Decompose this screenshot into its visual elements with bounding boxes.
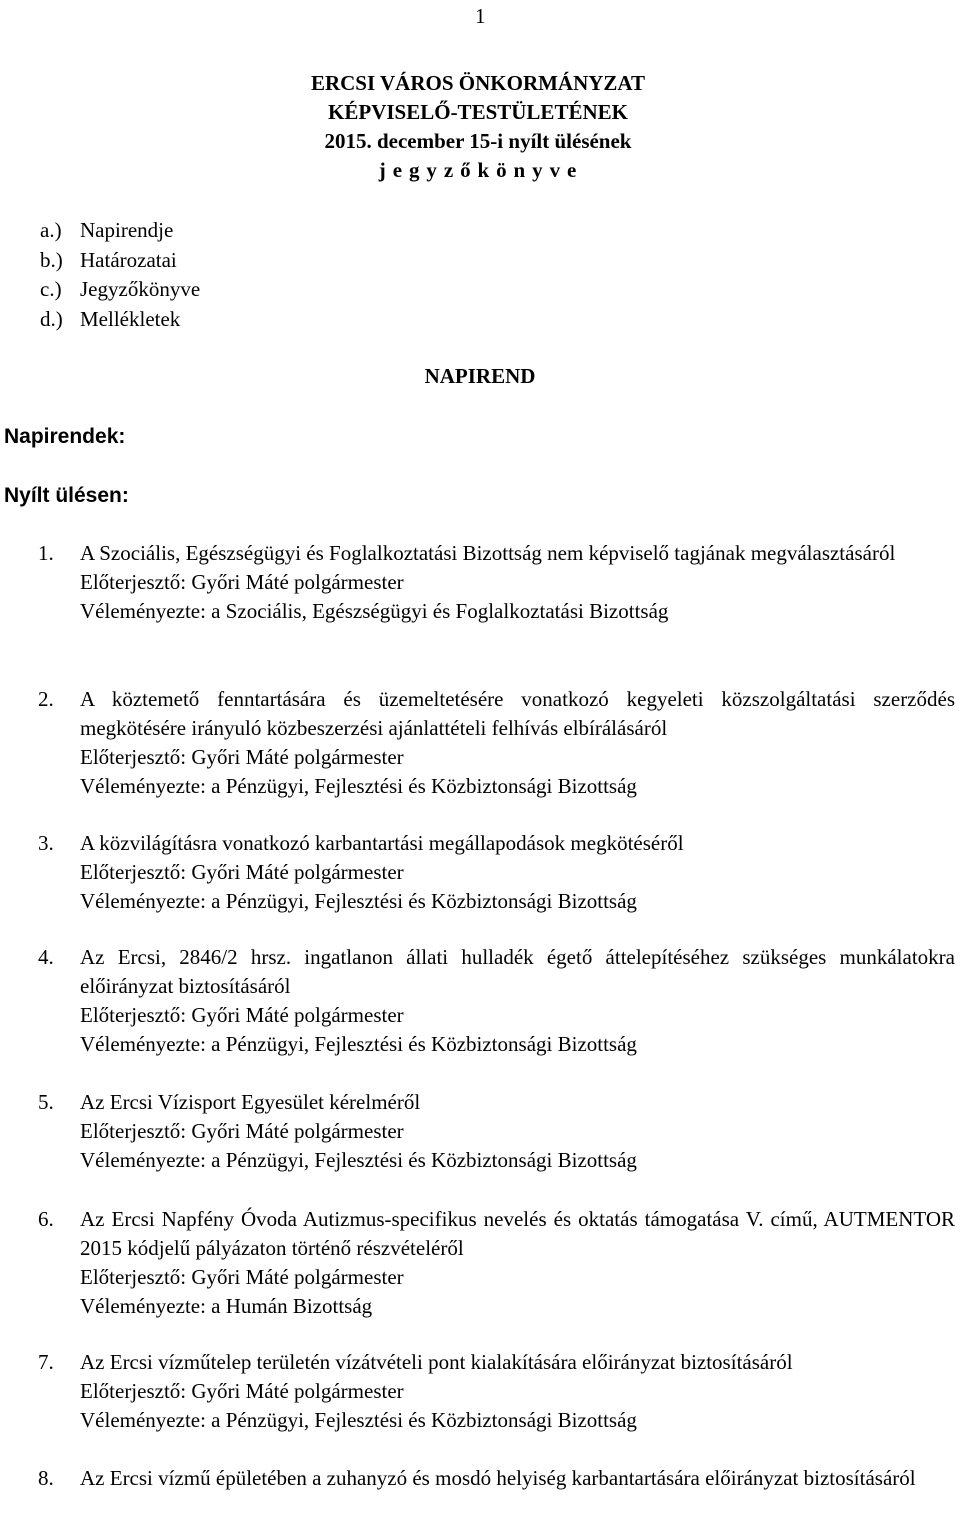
contents-item — [40, 246, 200, 276]
agenda-item-title: Az Ercsi vízműtelep területén vízátvételi pont kialakítására előirányzat biztosításáról — [80, 1350, 793, 1374]
agenda-item-title: Az Ercsi Vízisport Egyesület kérelméről — [80, 1090, 421, 1114]
agenda-item-title: Az Ercsi vízmű épületében a zuhanyzó és mosdó helyiség karbantartására előirányzat biztosításáról — [80, 1466, 916, 1490]
open-session-label: Nyílt ülésen: — [4, 484, 129, 507]
agenda-item-reviewer: Véleményezte: a Pénzügyi, Fejlesztési és Közbiztonsági Bizottság — [80, 889, 637, 913]
contents-item-text: Napirendje — [80, 218, 174, 242]
agenda-item-presenter: Előterjesztő: Győri Máté polgármester — [80, 860, 404, 884]
agenda-item-title: A köztemető fenntartására és üzemeltetésére vonatkozó kegyeleti közszolgáltatási szerződés megkötésére irányuló közbeszerzési ajánlattételi felhívás elbírálásáról — [80, 687, 955, 740]
contents-item — [40, 216, 200, 246]
header-session: 2015. december 15-i nyílt ülésének — [324, 129, 632, 153]
agenda-item-presenter: Előterjesztő: Győri Máté polgármester — [80, 570, 404, 594]
agenda-item-presenter: Előterjesztő: Győri Máté polgármester — [80, 1265, 404, 1289]
header-document-type: j e g y z ő k ö n y v e — [378, 158, 578, 182]
agenda-item-number: 6. — [38, 1207, 54, 1231]
agenda-item-reviewer: Véleményezte: a Pénzügyi, Fejlesztési és Közbiztonsági Bizottság — [80, 1032, 637, 1056]
agenda-items-label: Napirendek: — [4, 425, 126, 448]
header-body: KÉPVISELŐ-TESTÜLETÉNEK — [328, 100, 628, 124]
agenda-item-number: 8. — [38, 1466, 54, 1490]
page-number: 1 — [475, 4, 486, 28]
agenda-item-number: 5. — [38, 1090, 54, 1114]
contents-list — [40, 216, 200, 334]
contents-item-label: d.) — [40, 306, 63, 331]
contents-item-text: Jegyzőkönyve — [80, 277, 201, 301]
agenda-item-reviewer: Véleményezte: a Pénzügyi, Fejlesztési és Közbiztonsági Bizottság — [80, 1408, 637, 1432]
contents-item — [40, 275, 200, 305]
agenda-item-number: 3. — [38, 831, 54, 855]
agenda-item-reviewer: Véleményezte: a Humán Bizottság — [80, 1294, 373, 1318]
agenda-item-number: 2. — [38, 687, 54, 711]
agenda-item-reviewer: Véleményezte: a Pénzügyi, Fejlesztési és Közbiztonsági Bizottság — [80, 1148, 637, 1172]
document-header — [0, 69, 960, 185]
agenda-item-reviewer: Véleményezte: a Szociális, Egészségügyi és Foglalkoztatási Bizottság — [80, 599, 669, 623]
agenda-item-number: 4. — [38, 945, 54, 969]
agenda-item-presenter: Előterjesztő: Győri Máté polgármester — [80, 1003, 404, 1027]
agenda-item-title: Az Ercsi, 2846/2 hrsz. ingatlanon állati hulladék égető áttelepítéséhez szükséges munkálatokra előirányzat biztosításáról — [80, 945, 955, 998]
agenda-item-reviewer: Véleményezte: a Pénzügyi, Fejlesztési és Közbiztonsági Bizottság — [80, 774, 637, 798]
contents-item-label: c.) — [40, 277, 62, 301]
contents-item-text: Mellékletek — [80, 306, 181, 331]
agenda-item-number: 1. — [38, 541, 54, 565]
contents-item — [40, 305, 200, 335]
agenda-item-presenter: Előterjesztő: Győri Máté polgármester — [80, 745, 404, 769]
contents-item-label: b.) — [40, 247, 63, 272]
contents-item-text: Határozatai — [80, 247, 177, 272]
agenda-item-presenter: Előterjesztő: Győri Máté polgármester — [80, 1379, 404, 1403]
header-municipality: ERCSI VÁROS ÖNKORMÁNYZAT — [310, 71, 646, 95]
agenda-item-number: 7. — [38, 1350, 54, 1374]
agenda-item-title: Az Ercsi Napfény Óvoda Autizmus-specifikus nevelés és oktatás támogatása V. című, AUTMENTOR 2015 kódjelű pályázaton történő részvételéről — [80, 1207, 955, 1260]
contents-item-label: a.) — [40, 218, 62, 242]
agenda-item-title: A Szociális, Egészségügyi és Foglalkoztatási Bizottság nem képviselő tagjának megválasztásáról — [80, 541, 896, 565]
agenda-item-presenter: Előterjesztő: Győri Máté polgármester — [80, 1119, 404, 1143]
agenda-heading: NAPIREND — [424, 364, 536, 388]
agenda-item-title: A közvilágításra vonatkozó karbantartási megállapodások megkötéséről — [80, 831, 684, 855]
